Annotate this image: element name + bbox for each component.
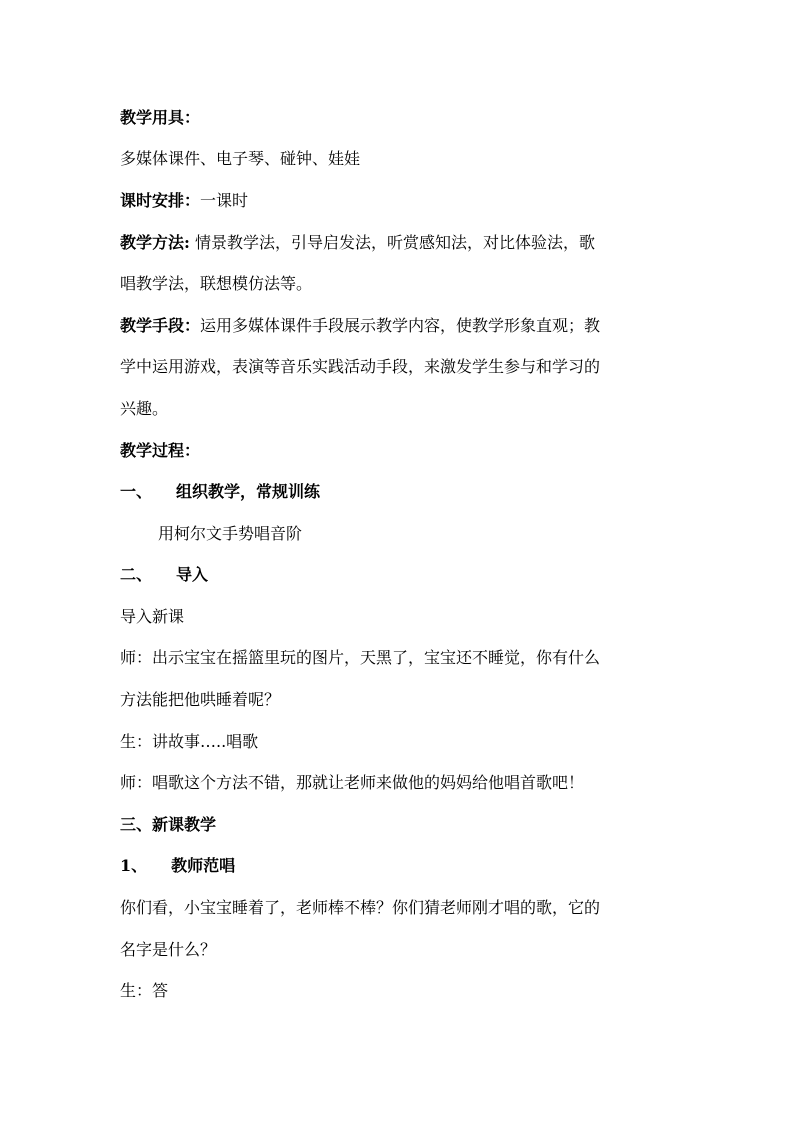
methods-line-1 xyxy=(120,233,680,253)
section-2-title: 导入 xyxy=(176,565,209,584)
methods-line-2: 唱教学法，联想模仿法等。 xyxy=(120,274,313,293)
methods-text-1: 情景教学法，引导启发法，听赏感知法，对比体验法，歌 xyxy=(189,233,596,252)
section-1-number: 一、 xyxy=(120,482,153,501)
section-2-heading xyxy=(120,565,680,585)
subsection-1-heading xyxy=(120,856,680,876)
process-heading: 教学过程： xyxy=(120,441,201,460)
question-line-2: 名字是什么？ xyxy=(120,940,217,959)
section-3-heading: 三、新课教学 xyxy=(120,815,217,834)
means-line-1 xyxy=(120,316,680,336)
section-1-heading xyxy=(120,482,680,502)
schedule-label: 课时安排： xyxy=(120,191,201,210)
methods-label: 教学方法: xyxy=(120,233,190,252)
teacher-line-2: 方法能把他哄睡着呢？ xyxy=(120,690,281,709)
schedule-line xyxy=(120,191,680,211)
teacher-line-3: 师：唱歌这个方法不错，那就让老师来做他的妈妈给他唱首歌吧！ xyxy=(120,773,585,792)
means-line-2: 学中运用游戏，表演等音乐实践活动手段，来激发学生参与和学习的 xyxy=(120,357,601,376)
tools-label: 教学用具： xyxy=(120,108,201,127)
section-2-body: 导入新课 xyxy=(120,607,185,626)
question-line-1: 你们看，小宝宝睡着了，老师棒不棒？你们猜老师刚才唱的歌，它的 xyxy=(120,898,601,917)
section-2-number: 二、 xyxy=(120,565,153,584)
means-text-1: 运用多媒体课件手段展示教学内容，使教学形象直观；教 xyxy=(200,316,601,335)
student-line-2: 生：答 xyxy=(120,981,169,1000)
means-line-3: 兴趣。 xyxy=(120,399,169,418)
teacher-line-1: 师：出示宝宝在摇篮里玩的图片，天黑了，宝宝还不睡觉，你有什么 xyxy=(120,648,601,667)
section-1-title: 组织教学，常规训练 xyxy=(176,482,321,501)
tools-value: 多媒体课件、电子琴、碰钟、娃娃 xyxy=(120,149,361,168)
means-label: 教学手段： xyxy=(120,316,201,335)
subsection-1-title: 教师范唱 xyxy=(171,856,236,875)
schedule-value: 一课时 xyxy=(200,191,249,210)
student-line-1: 生：讲故事…..唱歌 xyxy=(120,732,259,751)
subsection-1-number: 1、 xyxy=(120,856,148,875)
section-1-body: 用柯尔文手势唱音阶 xyxy=(158,524,303,543)
tools-heading xyxy=(120,108,680,128)
